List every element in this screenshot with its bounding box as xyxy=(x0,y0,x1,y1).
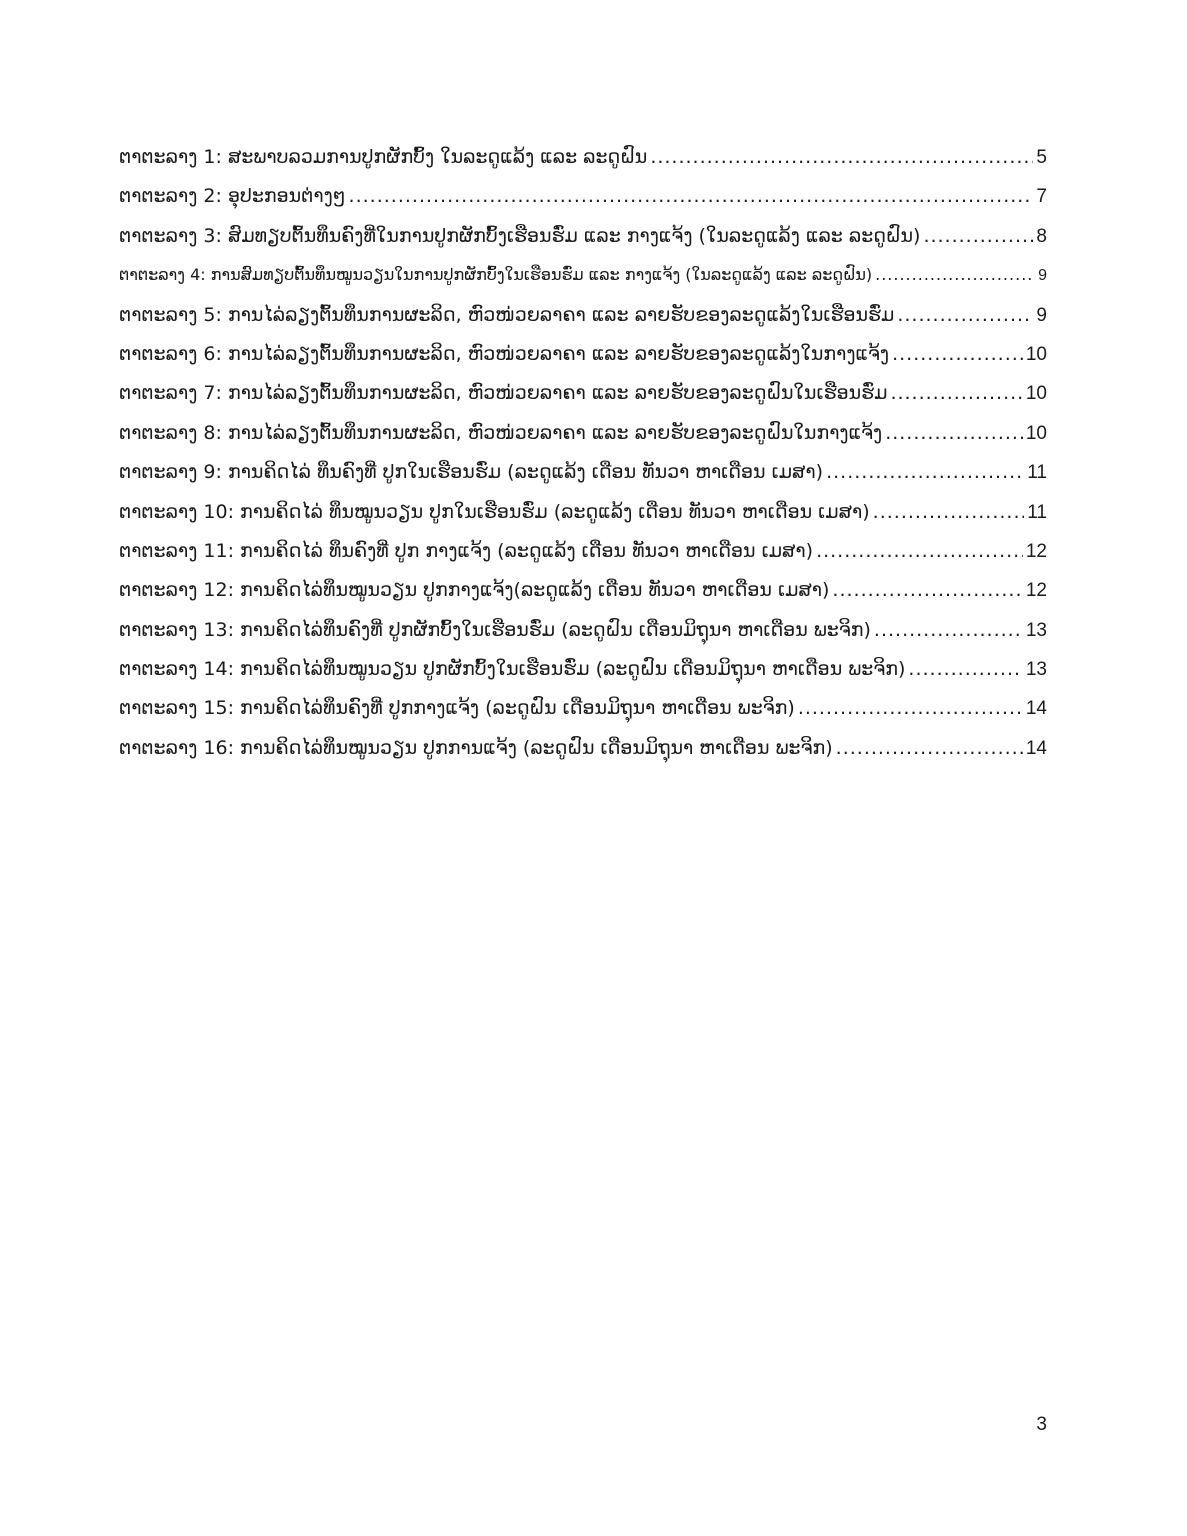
toc-entry-title: ຕາຕະລາງ 12: ການຄິດໄລ່ທຶນໝູນວຽນ ປູກກາງແຈ້ງ(ລະດູແລ້ງ ເດືອນ ທັນວາ ຫາເດືອນ ເມສາ) xyxy=(119,579,830,602)
toc-dot-leader xyxy=(897,300,1033,330)
toc-entry-page: 7 xyxy=(1036,186,1047,208)
toc-entry-page: 8 xyxy=(1036,225,1047,247)
toc-entry-page: 11 xyxy=(1027,501,1047,523)
toc-dot-leader xyxy=(349,181,1034,211)
toc-entry-title: ຕາຕະລາງ 2: ອຸປະກອນຕ່າງໆ xyxy=(119,185,346,208)
table-of-tables xyxy=(119,142,1047,772)
toc-entry[interactable] xyxy=(119,300,1047,339)
toc-entry-page: 10 xyxy=(1025,343,1047,365)
toc-dot-leader xyxy=(873,497,1025,527)
toc-entry-page: 10 xyxy=(1025,383,1047,405)
toc-entry-page: 12 xyxy=(1025,540,1047,562)
toc-entry-title: ຕາຕະລາງ 10: ການຄິດໄລ່ ທຶນໝູນວຽນ ປູກໃນເຮືອນຮົ່ມ (ລະດູແລ້ງ ເດືອນ ທັນວາ ຫາເດືອນ ເມສາ) xyxy=(119,500,870,523)
toc-entry-title: ຕາຕະລາງ 8: ການໄລ່ລຽງຕົ້ນທຶນການຜະລິດ, ຫົວໜ່ວຍລາຄາ ແລະ ລາຍຮັບຂອງລະດູຝົນໃນກາງແຈ້ງ xyxy=(119,421,883,444)
toc-entry[interactable] xyxy=(119,575,1047,614)
toc-dot-leader xyxy=(826,457,1024,487)
toc-entry-page: 10 xyxy=(1025,422,1047,444)
toc-entry-page: 11 xyxy=(1027,462,1047,484)
toc-entry-title: ຕາຕະລາງ 16: ການຄິດໄລ່ທຶນໝູນວຽນ ປູກການແຈ້ງ (ລະດູຝົນ ເດືອນມິຖຸນາ ຫາເດືອນ ພະຈິກ) xyxy=(119,736,833,759)
toc-entry[interactable] xyxy=(119,457,1047,496)
toc-dot-leader xyxy=(892,339,1023,369)
toc-dot-leader xyxy=(874,615,1023,645)
toc-entry[interactable] xyxy=(119,693,1047,732)
toc-dot-leader xyxy=(908,654,1022,684)
toc-entry-title: ຕາຕະລາງ 9: ການຄິດໄລ່ ທຶນຄົງທີ່ ປູກໃນເຮືອນຮົ່ມ (ລະດູແລ້ງ ເດືອນ ທັນວາ ຫາເດືອນ ເມສາ) xyxy=(119,461,824,484)
toc-entry[interactable] xyxy=(119,654,1047,693)
toc-entry-page: 13 xyxy=(1025,619,1047,641)
toc-entry[interactable] xyxy=(119,733,1047,772)
toc-entry-title: ຕາຕະລາງ 6: ການໄລ່ລຽງຕົ້ນທຶນການຜະລິດ, ຫົວໜ່ວຍລາຄາ ແລະ ລາຍຮັບຂອງລະດູແລ້ງໃນກາງແຈ້ງ xyxy=(119,342,890,365)
toc-dot-leader xyxy=(836,733,1023,763)
toc-entry-title: ຕາຕະລາງ 15: ການຄິດໄລ່ທຶນຄົງທີ່ ປູກກາງແຈ້ງ (ລະດູຝົນ ເດືອນມິຖຸນາ ຫາເດືອນ ພະຈິກ) xyxy=(119,697,795,720)
toc-entry-page: 5 xyxy=(1036,147,1047,168)
page-number: 3 xyxy=(1036,1414,1047,1435)
toc-entry[interactable] xyxy=(119,181,1047,220)
toc-entry[interactable] xyxy=(119,260,1047,299)
toc-entry-title: ຕາຕະລາງ 1: ສະພາບລວມການປູກຜັກບົ້ງ ໃນລະດູແລ້ງ ແລະ ລະດູຝົນ xyxy=(119,146,648,168)
toc-entry[interactable] xyxy=(119,378,1047,417)
toc-entry-title: ຕາຕະລາງ 13: ການຄິດໄລ່ທຶນຄົງທີ່ ປູກຜັກບົ້ງໃນເຮືອນຮົ່ມ (ລະດູຝົນ ເດືອນມິຖຸນາ ຫາເດືອນ ພະຈິກ) xyxy=(119,618,871,641)
toc-entry[interactable] xyxy=(119,536,1047,575)
toc-entry-title: ຕາຕະລາງ 4: ການສົມທຽບຕົ້ນທຶນໝູນວຽນໃນການປູກຜັກບົ້ງໃນເຮືອນຮົ່ມ ແລະ ກາງແຈ້ງ (ໃນລະດູແລ້ງ ແລະ ລະດູຝົນ) xyxy=(119,265,873,285)
toc-entry-page: 14 xyxy=(1025,698,1047,720)
toc-dot-leader xyxy=(885,418,1023,448)
toc-entry-title: ຕາຕະລາງ 11: ການຄິດໄລ່ ທຶນຄົງທີ່ ປູກ ກາງແຈ້ງ (ລະດູແລ້ງ ເດືອນ ທັນວາ ຫາເດືອນ ເມສາ) xyxy=(119,539,814,562)
toc-dot-leader xyxy=(798,693,1023,723)
toc-dot-leader xyxy=(832,575,1022,605)
toc-entry[interactable] xyxy=(119,418,1047,457)
toc-entry-page: 13 xyxy=(1025,659,1047,681)
toc-dot-leader xyxy=(890,378,1022,408)
toc-entry[interactable] xyxy=(119,221,1047,260)
toc-entry-title: ຕາຕະລາງ 14: ການຄິດໄລ່ທຶນໝູນວຽນ ປູກຜັກບົ້ງໃນເຮືອນຮົ່ມ (ລະດູຝົນ ເດືອນມິຖຸນາ ຫາເດືອນ ພະຈິກ) xyxy=(119,658,906,681)
toc-entry-title: ຕາຕະລາງ 5: ການໄລ່ລຽງຕົ້ນທຶນການຜະລິດ, ຫົວໜ່ວຍລາຄາ ແລະ ລາຍຮັບຂອງລະດູແລ້ງໃນເຮືອນຮົ່ມ xyxy=(119,303,895,326)
toc-entry[interactable] xyxy=(119,497,1047,536)
toc-dot-leader xyxy=(816,536,1023,566)
toc-entry-page: 14 xyxy=(1025,737,1047,759)
toc-dot-leader xyxy=(875,260,1035,290)
toc-entry-title: ຕາຕະລາງ 3: ສົມທຽບຕົ້ນທຶນຄົງທີ່ໃນການປູກຜັກບົ້ງເຮືອນຮົ່ມ ແລະ ກາງແຈ້ງ (ໃນລະດູແລ້ງ ແລະ ລະດູຝົນ) xyxy=(119,224,921,247)
toc-entry[interactable] xyxy=(119,142,1047,181)
toc-entry[interactable] xyxy=(119,339,1047,378)
toc-entry[interactable] xyxy=(119,615,1047,654)
toc-entry-page: 9 xyxy=(1036,304,1047,326)
toc-entry-page: 12 xyxy=(1025,580,1047,602)
toc-dot-leader xyxy=(923,221,1033,251)
toc-entry-title: ຕາຕະລາງ 7: ການໄລ່ລຽງຕົ້ນທຶນການຜະລິດ, ຫົວໜ່ວຍລາຄາ ແລະ ລາຍຮັບຂອງລະດູຝົນໃນເຮືອນຮົ່ມ xyxy=(119,382,888,405)
toc-entry-page: 9 xyxy=(1038,267,1047,285)
toc-dot-leader xyxy=(650,142,1033,172)
